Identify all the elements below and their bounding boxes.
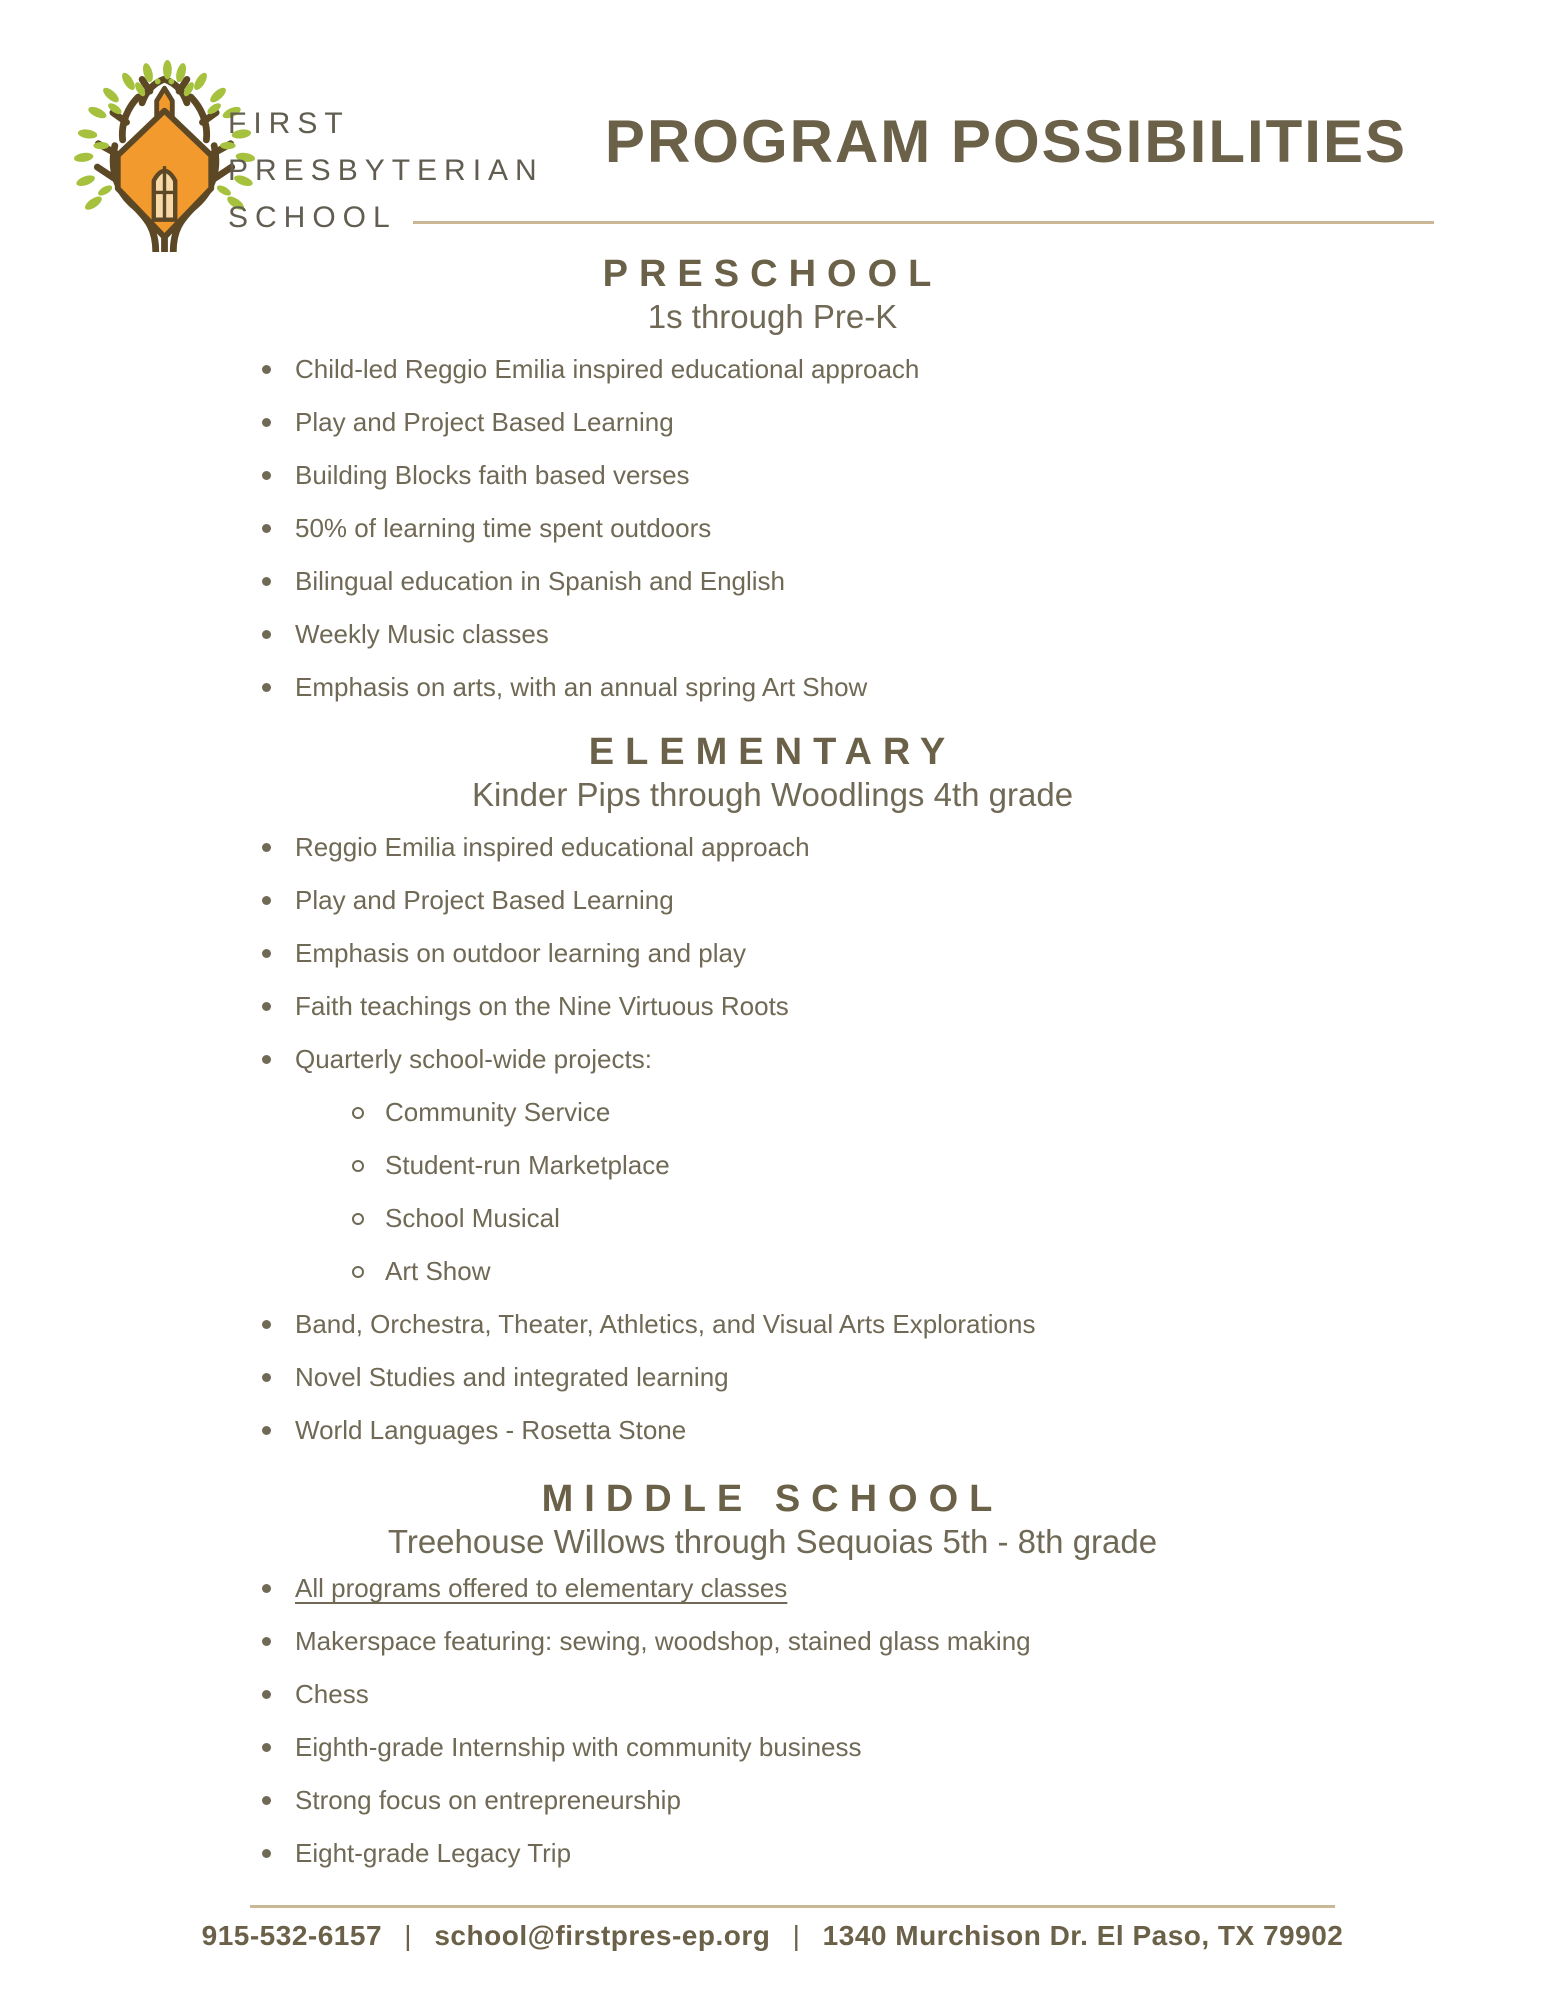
list-item: Makerspace featuring: sewing, woodshop, stained glass making [260,1624,1285,1658]
header-divider [413,221,1434,224]
list-item: Bilingual education in Spanish and English [260,564,1285,598]
quarterly-projects-sublist [350,1095,1285,1288]
separator: | [792,1920,801,1951]
list-item: Weekly Music classes [260,617,1285,651]
list-item: Play and Project Based Learning [260,883,1285,917]
preschool-list [260,352,1285,704]
contact-info [0,1920,1545,1952]
list-item: Play and Project Based Learning [260,405,1285,439]
list-item: Strong focus on entrepreneurship [260,1783,1285,1817]
section-heading-elementary: ELEMENTARY [588,731,957,773]
sub-list-item: Art Show [350,1254,1285,1288]
list-item: 50% of learning time spent outdoors [260,511,1285,545]
program-content [260,252,1285,1889]
underlined-text: All programs offered to elementary classes [295,1573,788,1603]
sub-list-item: Community Service [350,1095,1285,1129]
school-name [228,100,544,241]
section-heading-middle-school: MIDDLE SCHOOL [541,1478,1004,1520]
separator: | [404,1920,413,1951]
sub-list-item: School Musical [350,1201,1285,1235]
list-item: Faith teachings on the Nine Virtuous Roots [260,989,1285,1023]
school-name-line2: PRESBYTERIAN [228,154,544,187]
list-item: Emphasis on arts, with an annual spring Art Show [260,670,1285,704]
footer-divider [250,1905,1335,1908]
email-address: school@firstpres-ep.org [434,1920,771,1951]
elementary-list [260,830,1285,1447]
list-item: Reggio Emilia inspired educational approach [260,830,1285,864]
list-item [260,1571,1285,1605]
sub-list-item: Student-run Marketplace [350,1148,1285,1182]
list-item: Eight-grade Legacy Trip [260,1836,1285,1870]
street-address: 1340 Murchison Dr. El Paso, TX 79902 [822,1920,1344,1951]
list-item: Band, Orchestra, Theater, Athletics, and Visual Arts Explorations [260,1307,1285,1341]
section-subtitle-middle-school: Treehouse Willows through Sequoias 5th - 8th grade [387,1523,1158,1560]
school-name-line1: FIRST [228,107,350,140]
list-item: Building Blocks faith based verses [260,458,1285,492]
phone-number: 915-532-6157 [201,1920,383,1951]
school-name-line3: SCHOOL [228,201,397,234]
page-title: PROGRAM POSSIBILITIES [604,108,1407,175]
section-subtitle-preschool: 1s through Pre-K [647,298,898,335]
list-item: Child-led Reggio Emilia inspired educational approach [260,352,1285,386]
section-heading-preschool: PRESCHOOL [602,253,943,295]
list-item: World Languages - Rosetta Stone [260,1413,1285,1447]
list-item: Emphasis on outdoor learning and play [260,936,1285,970]
list-item: Eighth-grade Internship with community business [260,1730,1285,1764]
list-item-label: Quarterly school-wide projects: [295,1044,652,1074]
middle-school-list [260,1571,1285,1870]
list-item: Chess [260,1677,1285,1711]
list-item [260,1042,1285,1288]
section-subtitle-elementary: Kinder Pips through Woodlings 4th grade [471,776,1074,813]
list-item: Novel Studies and integrated learning [260,1360,1285,1394]
